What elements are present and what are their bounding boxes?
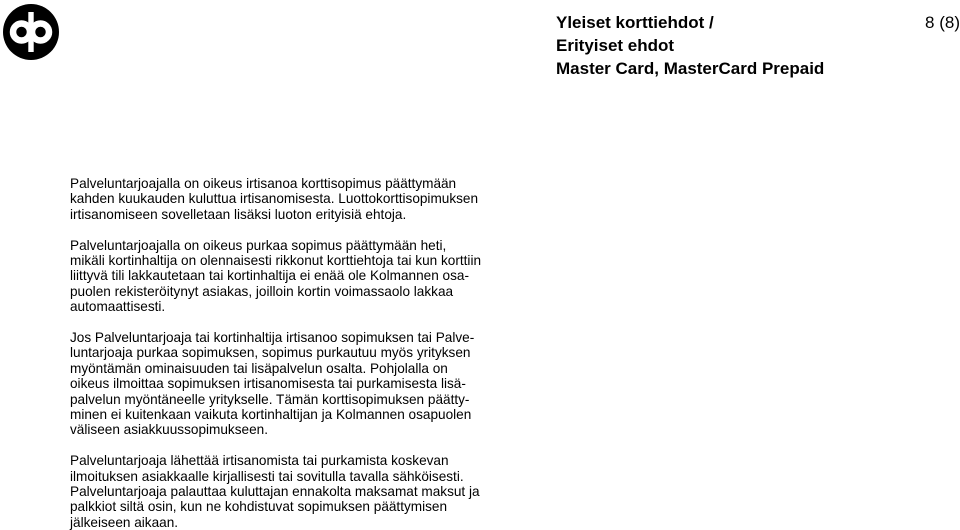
title-line: Erityiset ehdot (556, 36, 675, 55)
text-line: jälkeiseen aikaan. (70, 514, 179, 530)
paragraph-termination-notice (70, 176, 540, 222)
text-line: Palveluntarjoaja lähettää irtisanomista tai purkamista koskevan (70, 453, 449, 469)
text-line: Palveluntarjoajalla on oikeus purkaa sopimus päättymään heti, (70, 237, 447, 253)
text-line: Palveluntarjoajalla on oikeus irtisanoa korttisopimus päättymään (70, 176, 457, 191)
text-line: puolen rekisteröitynyt asiakas, joilloin kortin voimassaolo lakkaa (70, 283, 454, 299)
text-line: kahden kuukauden kuluttua irtisanomisesta. Luottokorttisopimuksen (70, 191, 479, 207)
logo-graphic (3, 4, 59, 60)
title-line: Master Card, MasterCard Prepaid (556, 59, 825, 78)
text-line: Jos Palveluntarjoaja tai kortinhaltija irtisanoo sopimuksen tai Palve- (70, 330, 475, 346)
text-line: Palveluntarjoaja palauttaa kuluttajan ennakolta maksamat maksut ja (70, 484, 480, 500)
title-line: Yleiset korttiehdot / (556, 13, 714, 32)
page-number: 8 (8) (925, 13, 960, 32)
text-line: automaattisesti. (70, 299, 166, 315)
text-line: minen ei kuitenkaan vaikuta kortinhaltijan ja Kolmannen osapuolen (70, 407, 472, 423)
text-line: irtisanomiseen sovelletaan lisäksi luoton erityisiä ehtoja. (70, 206, 407, 222)
text-line: palkkiot siltä osin, kun ne kohdistuvat sopimuksen päättymisen (70, 499, 448, 515)
text-line: palvelun myöntäneelle yritykselle. Tämän korttisopimuksen päätty- (70, 391, 470, 407)
text-line: luntarjoaja purkaa sopimuksen, sopimus purkautuu myös yrityksen (70, 345, 471, 361)
text-line: oikeus ilmoittaa sopimuksen irtisanomisesta tai purkamisesta lisä- (70, 376, 466, 392)
text-line: myöntämän ominaisuuden tai lisäpalvelun osalta. Pohjolalla on (70, 360, 448, 376)
paragraph-additional-services (70, 330, 540, 438)
paragraph-notice-and-refund (70, 453, 540, 530)
text-line: mikäli kortinhaltija on olennaisesti rikkonut korttiehtoja tai kun korttiin (70, 253, 482, 269)
text-line: ilmoituksen asiakkaalle kirjallisesti tai sovitulla tavalla sähköisesti. (70, 468, 464, 484)
op-bank-logo-icon (3, 4, 59, 60)
body-text (70, 176, 540, 530)
paragraph-immediate-cancellation (70, 238, 540, 315)
document-title (556, 11, 824, 80)
text-line: liittyvä tili lakkautetaan tai kortinhaltija ei enää ole Kolmannen osa- (70, 268, 469, 284)
text-line: väliseen asiakkuussopimukseen. (70, 422, 268, 438)
